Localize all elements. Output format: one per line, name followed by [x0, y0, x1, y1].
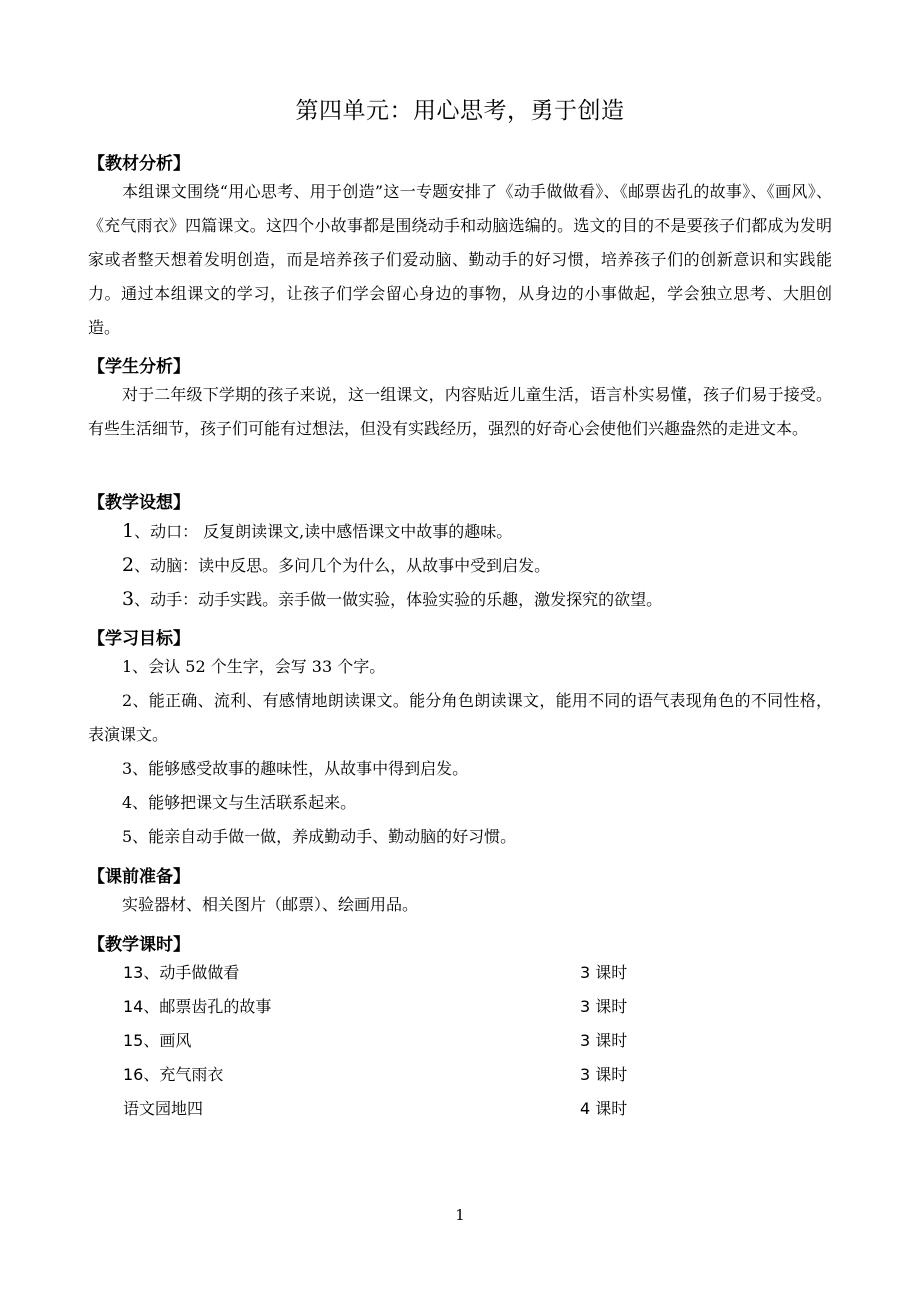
- goal-item: 5、能亲自动手做一做，养成勤动手、勤动脑的好习惯。: [122, 827, 517, 846]
- analysis-paragraph: 本组课文围绕“用心思考、用于创造”这一专题安排了《动手做做看》、《邮票齿孔的故事》、《画风》、《充气雨衣》四篇课文。这四个小故事都是围绕动手和动脑选编的。选文的目的不是要孩子们都成为发明家或者整天想着发明创造，而是培养孩子们爱动脑、勤动手的好习惯，培养孩子们的创新意识和实践能力。通过本组课文的学习，让孩子们学会留心身边的事物，从身边的小事做起，学会独立思考、大胆创造。: [88, 182, 832, 337]
- section-heading-students: 【学生分析】: [88, 357, 190, 377]
- idea-text: 、动手：动手实践。亲手做一做实验，体验实验的乐趣，激发探究的欲望。: [134, 590, 663, 609]
- page-number: 1: [455, 1206, 465, 1224]
- students-paragraph: 对于二年级下学期的孩子来说，这一组课文，内容贴近儿童生活，语言朴实易懂，孩子们易于接受。有些生活细节，孩子们可能有过想法，但没有实践经历，强烈的好奇心会使他们兴趣盎然的走进文本。: [88, 385, 832, 438]
- idea-number: 1: [122, 520, 135, 542]
- lesson-hours: 3 课时: [580, 963, 628, 982]
- lesson-hours: 3 课时: [580, 997, 628, 1016]
- lesson-name: 14、邮票齿孔的故事: [123, 997, 272, 1016]
- lesson-hours: 3 课时: [580, 1065, 628, 1084]
- goal-item: 1、会认 52 个生字，会写 33 个字。: [122, 657, 386, 676]
- goal-item: 4、能够把课文与生活联系起来。: [122, 793, 357, 812]
- prep-text: 实验器材、相关图片（邮票）、绘画用品。: [122, 895, 419, 914]
- lesson-name: 15、画风: [123, 1031, 192, 1050]
- section-heading-hours: 【教学课时】: [88, 935, 190, 955]
- idea-number: 2: [122, 554, 135, 576]
- schedule-row: [123, 1062, 643, 1088]
- schedule-row: [123, 994, 643, 1020]
- page-title: 第四单元：用心思考，勇于创造: [295, 98, 625, 124]
- lesson-hours: 3 课时: [580, 1031, 628, 1050]
- lesson-name: 语文园地四: [123, 1099, 204, 1118]
- section-heading-goals: 【学习目标】: [88, 629, 190, 649]
- schedule-row: [123, 1028, 643, 1054]
- goal-item: 2、能正确、流利、有感情地朗读课文。能分角色朗读课文，能用不同的语气表现角色的不同性格，表演课文。: [88, 691, 832, 744]
- goal-item: 3、能够感受故事的趣味性，从故事中得到启发。: [122, 759, 469, 778]
- section-heading-prep: 【课前准备】: [88, 867, 190, 887]
- idea-item: [88, 582, 832, 617]
- idea-item: [88, 514, 832, 549]
- idea-number: 3: [122, 588, 135, 610]
- idea-text: 、动口： 反复朗读课文,读中感悟课文中故事的趣味。: [134, 522, 513, 541]
- schedule-row: [123, 960, 643, 986]
- lesson-hours: 4 课时: [580, 1099, 628, 1118]
- idea-text: 、动脑：读中反思。多问几个为什么，从故事中受到启发。: [134, 556, 551, 575]
- lesson-name: 16、充气雨衣: [123, 1065, 224, 1084]
- idea-item: [88, 548, 832, 583]
- schedule-row: [123, 1096, 643, 1122]
- lesson-name: 13、动手做做看: [123, 963, 240, 982]
- section-heading-analysis: 【教材分析】: [88, 154, 190, 174]
- section-heading-ideas: 【教学设想】: [88, 493, 190, 513]
